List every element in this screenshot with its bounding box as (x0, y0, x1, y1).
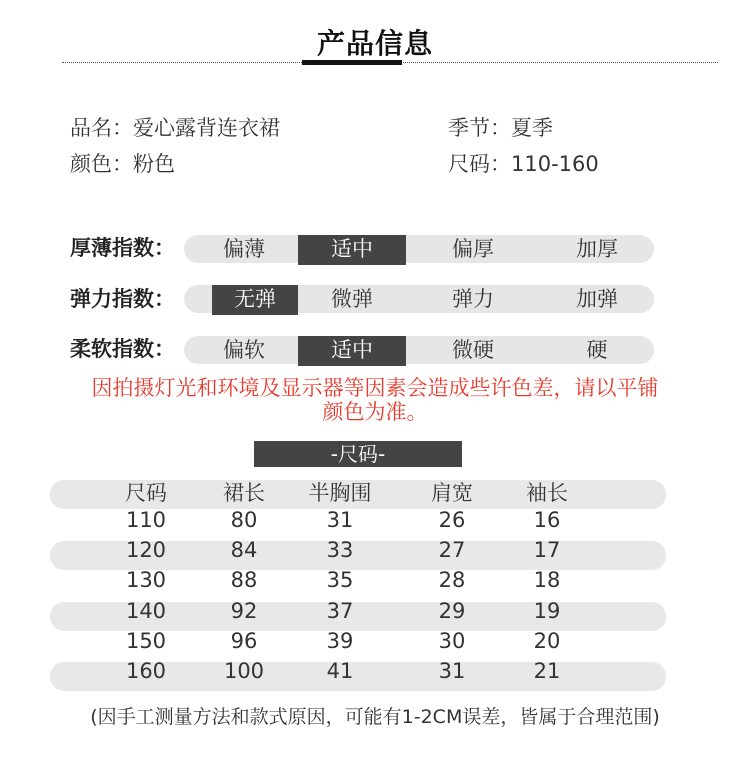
table-cell: 130 (125, 568, 167, 592)
info-season-label: 季节： (448, 116, 511, 140)
elasticity-option-2: 弹力 (452, 287, 494, 311)
table-cell: 31 (326, 508, 354, 532)
info-name (70, 112, 280, 142)
notice-line-1: 因拍摄灯光和环境及显示器等因素会造成些许色差，请以平铺 (91, 376, 659, 400)
softness-option-3: 硬 (586, 338, 608, 362)
softness-option-0: 偏软 (223, 338, 265, 362)
table-cell: 30 (438, 629, 466, 653)
table-cell: 96 (230, 629, 258, 653)
table-cell: 26 (438, 508, 466, 532)
table-cell: 150 (125, 629, 167, 653)
info-season-value: 夏季 (511, 116, 553, 140)
table-cell: 27 (438, 538, 466, 562)
table-cell: 29 (438, 599, 466, 623)
elasticity-index-label: 弹力指数： (70, 287, 175, 311)
thickness-option-0: 偏薄 (223, 237, 265, 261)
softness-option-1: 适中 (298, 336, 406, 366)
table-cell: 19 (533, 599, 561, 623)
info-color (70, 148, 175, 178)
thickness-option-1: 适中 (298, 235, 406, 265)
table-header-cell: 半胸围 (308, 481, 372, 505)
thickness-option-3: 加厚 (576, 237, 618, 261)
table-cell: 39 (326, 629, 354, 653)
thickness-index-bar (184, 235, 654, 263)
table-cell: 140 (125, 599, 167, 623)
table-cell: 88 (230, 568, 258, 592)
table-cell: 16 (533, 508, 561, 532)
table-cell: 18 (533, 568, 561, 592)
table-cell: 33 (326, 538, 354, 562)
table-cell: 20 (533, 629, 561, 653)
table-cell: 17 (533, 538, 561, 562)
measurement-footnote: (因手工测量方法和款式原因，可能有1-2CM误差，皆属于合理范围) (90, 706, 660, 728)
table-header-cell: 尺码 (125, 481, 167, 505)
table-cell: 100 (223, 659, 265, 683)
table-header-cell: 肩宽 (431, 481, 473, 505)
elasticity-option-3: 加弹 (576, 287, 618, 311)
thickness-index-label: 厚薄指数： (70, 236, 175, 260)
size-chart-banner: -尺码- (254, 441, 462, 467)
elasticity-index-bar (184, 285, 654, 313)
table-cell: 92 (230, 599, 258, 623)
info-color-value: 粉色 (133, 152, 175, 176)
info-size-value: 110-160 (511, 152, 599, 176)
title-underline (302, 60, 402, 65)
thickness-option-2: 偏厚 (452, 237, 494, 261)
elasticity-option-1: 微弹 (331, 287, 373, 311)
table-cell: 28 (438, 568, 466, 592)
softness-index-label: 柔软指数： (70, 337, 175, 361)
table-header-cell: 裙长 (223, 481, 265, 505)
info-season (448, 112, 553, 142)
softness-index-bar (184, 336, 654, 364)
info-size (448, 148, 599, 178)
info-size-label: 尺码： (448, 152, 511, 176)
table-cell: 120 (125, 538, 167, 562)
table-cell: 37 (326, 599, 354, 623)
table-header-cell: 袖长 (526, 481, 568, 505)
color-difference-notice (0, 376, 750, 424)
table-cell: 160 (125, 659, 167, 683)
softness-option-2: 微硬 (452, 338, 494, 362)
info-name-value: 爱心露背连衣裙 (133, 116, 280, 140)
table-cell: 35 (326, 568, 354, 592)
table-cell: 80 (230, 508, 258, 532)
elasticity-option-0: 无弹 (212, 285, 298, 315)
page-title: 产品信息 (316, 27, 433, 60)
info-color-label: 颜色： (70, 152, 133, 176)
table-cell: 21 (533, 659, 561, 683)
table-cell: 110 (125, 508, 167, 532)
table-cell: 31 (438, 659, 466, 683)
info-name-label: 品名： (70, 116, 133, 140)
notice-line-2: 颜色为准。 (322, 400, 428, 424)
table-cell: 84 (230, 538, 258, 562)
table-cell: 41 (326, 659, 354, 683)
